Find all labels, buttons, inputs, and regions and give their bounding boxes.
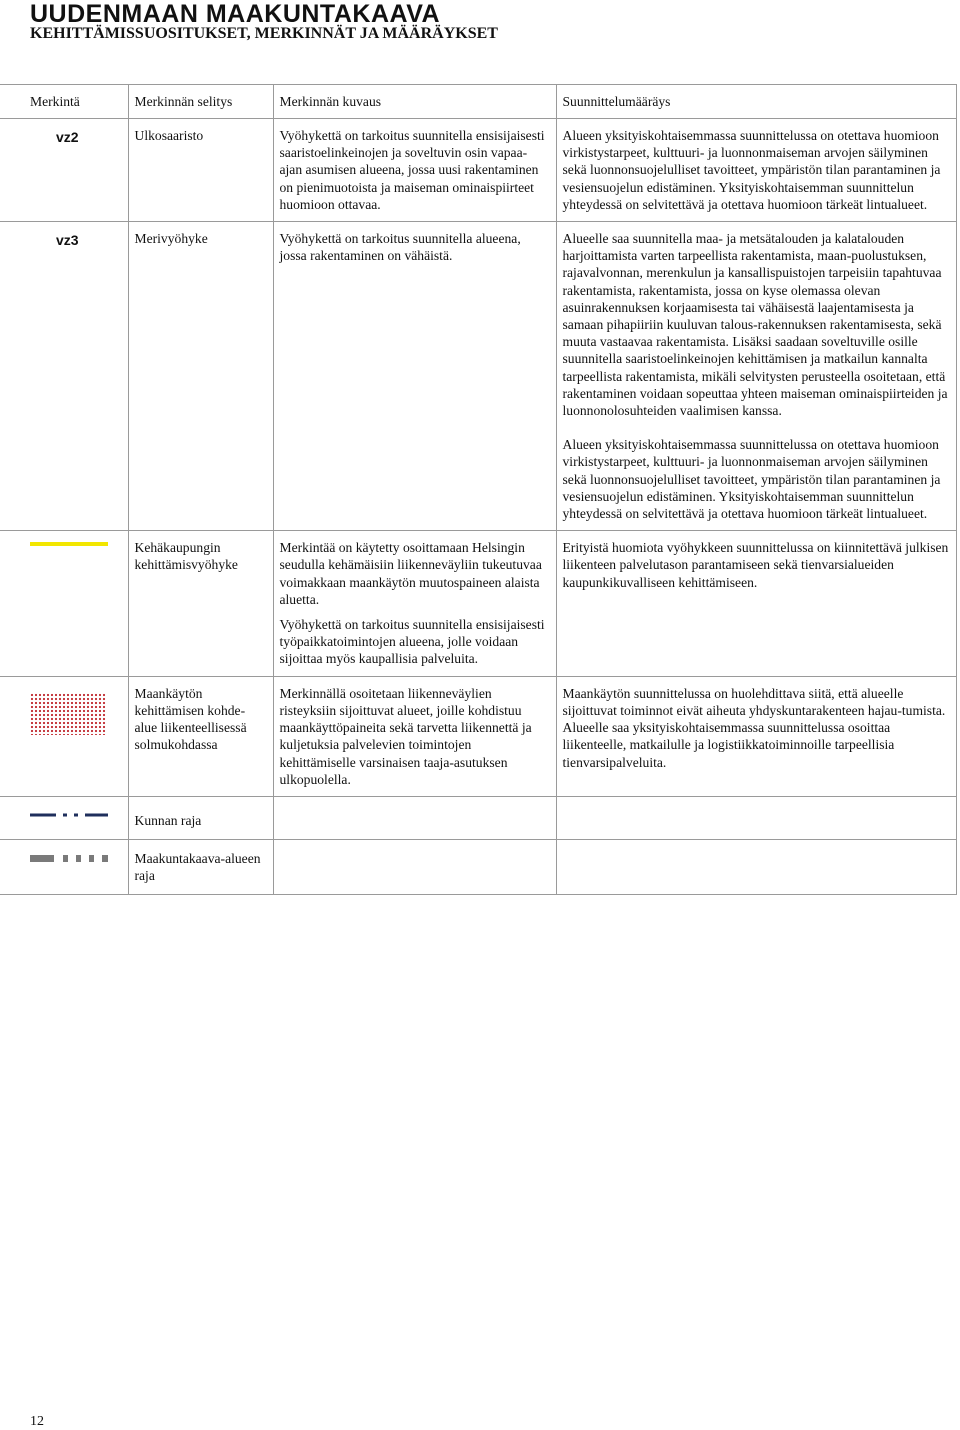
table-row xyxy=(0,676,956,796)
description-cell xyxy=(273,119,556,222)
symbol-cell xyxy=(0,839,128,894)
description-cell xyxy=(273,796,556,839)
regulation-paragraph: Alueen yksityiskohtaisemmassa suunnittelussa on otettava huomioon virkistystarpeet, kulttuuri- ja luonnonmaiseman arvojen säilyminen sekä luonnonsuojelulliset tavoitteet, ympäristön tilan parantaminen ja vesiensuojelun edistäminen. Yksityiskohtaisemman suunnittelun yhteydessä on selvitettävä ja otettava huomioon tärkeät lintualueet. xyxy=(562,128,941,212)
regulation-paragraph: Erityistä huomiota vyöhykkeen suunnittelussa on kiinnitettävä julkisen liikenteen palvelutason parantamiseen sekä tienvarsialueiden kaupunkikuvalliseen kehittämiseen. xyxy=(562,540,949,590)
explanation-cell: Maakuntakaava-alueen raja xyxy=(128,839,273,894)
vz2-symbol: vz2 xyxy=(56,129,79,145)
table-row xyxy=(0,119,956,222)
regulation-paragraph: Alueen yksityiskohtaisemmassa suunnittelussa on otettava huomioon virkistystarpeet, kulttuuri- ja luonnonmaiseman arvojen säilyminen sekä luonnonsuojelulliset tavoitteet, ympäristön tilan parantaminen ja vesiensuojelun edistäminen. Yksityiskohtaisemman suunnittelun yhteydessä on selvitettävä ja otettava huomioon tärkeät lintualueet. xyxy=(562,437,941,522)
document-subtitle: KEHITTÄMISSUOSITUKSET, MERKINNÄT JA MÄÄRÄYKSET xyxy=(30,25,498,42)
vz3-symbol: vz3 xyxy=(56,232,79,249)
explanation-cell: Ulkosaaristo xyxy=(128,119,273,222)
regulation-cell xyxy=(556,119,956,222)
table-row xyxy=(0,531,956,676)
regional-border-symbol xyxy=(30,854,108,864)
symbol-cell xyxy=(0,119,128,222)
description-cell xyxy=(273,839,556,894)
description-paragraph: Vyöhykettä on tarkoitus suunnitella ensisijaisesti työpaikkatoimintojen alueena, jolle voidaan sijoittaa myös kaupallisia palveluita. xyxy=(279,617,545,667)
regulation-cell xyxy=(556,796,956,839)
yellow-line-symbol xyxy=(30,539,108,553)
table-row xyxy=(0,222,956,531)
regulation-paragraph: Alueelle saa suunnitella maa- ja metsätalouden ja kalatalouden harjoittamista varten tarpeellista rakentamista, maan-puolustuksen, rajavalvonnan, merenkulun ja kansallispuistojen tarpeisiin tapahtuvaa rakentamista, rakentamista, jossa on kyse olemassa olevan asuinrakennuksen korjaamisesta tai vähäisestä laajentamisesta ja samaan pihapiiriin kuuluvan talous-rakennuksen rakentamisesta, sekä muuta vastaavaa rakentamista. Lisäksi saadaan soveltuville osille suunnitella saaristoelinkeinojen kehittämisen ja matkailun kannalta tarpeellista rakentamista, mikäli selvitysten perusteella osoitetaan, että rakentaminen voidaan sopeuttaa yhteen maiseman ominaispiirteiden ja luonnonolosuhteiden vaalimisen kanssa. xyxy=(562,231,948,419)
dot-pattern-symbol xyxy=(30,693,106,735)
regulation-cell xyxy=(556,531,956,676)
description-paragraph: Vyöhykettä on tarkoitus suunnitella alueena, jossa rakentaminen on vähäistä. xyxy=(279,231,521,264)
symbol-cell xyxy=(0,796,128,839)
symbol-cell xyxy=(0,531,128,676)
column-header-selitys: Merkinnän selitys xyxy=(128,85,273,119)
column-header-maarays: Suunnittelumääräys xyxy=(556,85,956,119)
description-paragraph: Merkinnällä osoitetaan liikenneväylien risteyksiin sijoittuvat alueet, joille kohdistuu maankäyttöpaineita sekä tarvetta liikennettä ja kuljetuksia palvelevien toimintojen kehittämiselle varsinaisen taaja-asutuksen ulkopuolella. xyxy=(279,685,532,787)
explanation-cell: Kunnan raja xyxy=(128,796,273,839)
description-cell xyxy=(273,222,556,531)
document-title: UUDENMAAN MAAKUNTAKAAVA xyxy=(30,0,441,28)
table-row xyxy=(0,839,956,894)
legend-table xyxy=(0,84,957,895)
column-header-merkinta: Merkintä xyxy=(0,85,128,119)
column-header-kuvaus: Merkinnän kuvaus xyxy=(273,85,556,119)
description-cell xyxy=(273,676,556,796)
explanation-cell: Maankäytön kehittämisen kohde-alue liikenteellisessä solmukohdassa xyxy=(128,676,273,796)
symbol-cell xyxy=(0,676,128,796)
regulation-cell xyxy=(556,222,956,531)
explanation-cell: Kehäkaupungin kehittämisvyöhyke xyxy=(128,531,273,676)
municipal-border-symbol xyxy=(30,811,108,821)
regulation-paragraph: Maankäytön suunnittelussa on huolehdittava siitä, että alueelle sijoittuvat toiminnot eivät aiheuta yhdyskuntarakenteen hajau-tumista. Alueelle saa yksityiskohtaisemmassa suunnittelussa osoittaa liikenteelle, matkailulle ja logistiikkatoiminnoille tarpeellisia tienvarsipalveluita. xyxy=(562,685,946,770)
table-row xyxy=(0,796,956,839)
explanation-cell: Merivyöhyke xyxy=(128,222,273,531)
regulation-cell xyxy=(556,839,956,894)
table-header-row xyxy=(0,85,956,119)
symbol-cell xyxy=(0,222,128,531)
description-paragraph: Vyöhykettä on tarkoitus suunnitella ensisijaisesti saaristoelinkeinojen ja soveltuvin osin vapaa-ajan asumisen alueena, jossa uusi rakentaminen on pienimuotoista ja maiseman ominaispiirteet huomioon ottavaa. xyxy=(279,128,545,212)
description-paragraph: Merkintää on käytetty osoittamaan Helsingin seudulla kehämäisiin liikenneväyliin tukeutuvaa voimakkaan maankäytön muutospaineen alaista aluetta. xyxy=(279,540,542,607)
regulation-cell xyxy=(556,676,956,796)
description-cell xyxy=(273,531,556,676)
page-number: 12 xyxy=(30,1414,44,1429)
